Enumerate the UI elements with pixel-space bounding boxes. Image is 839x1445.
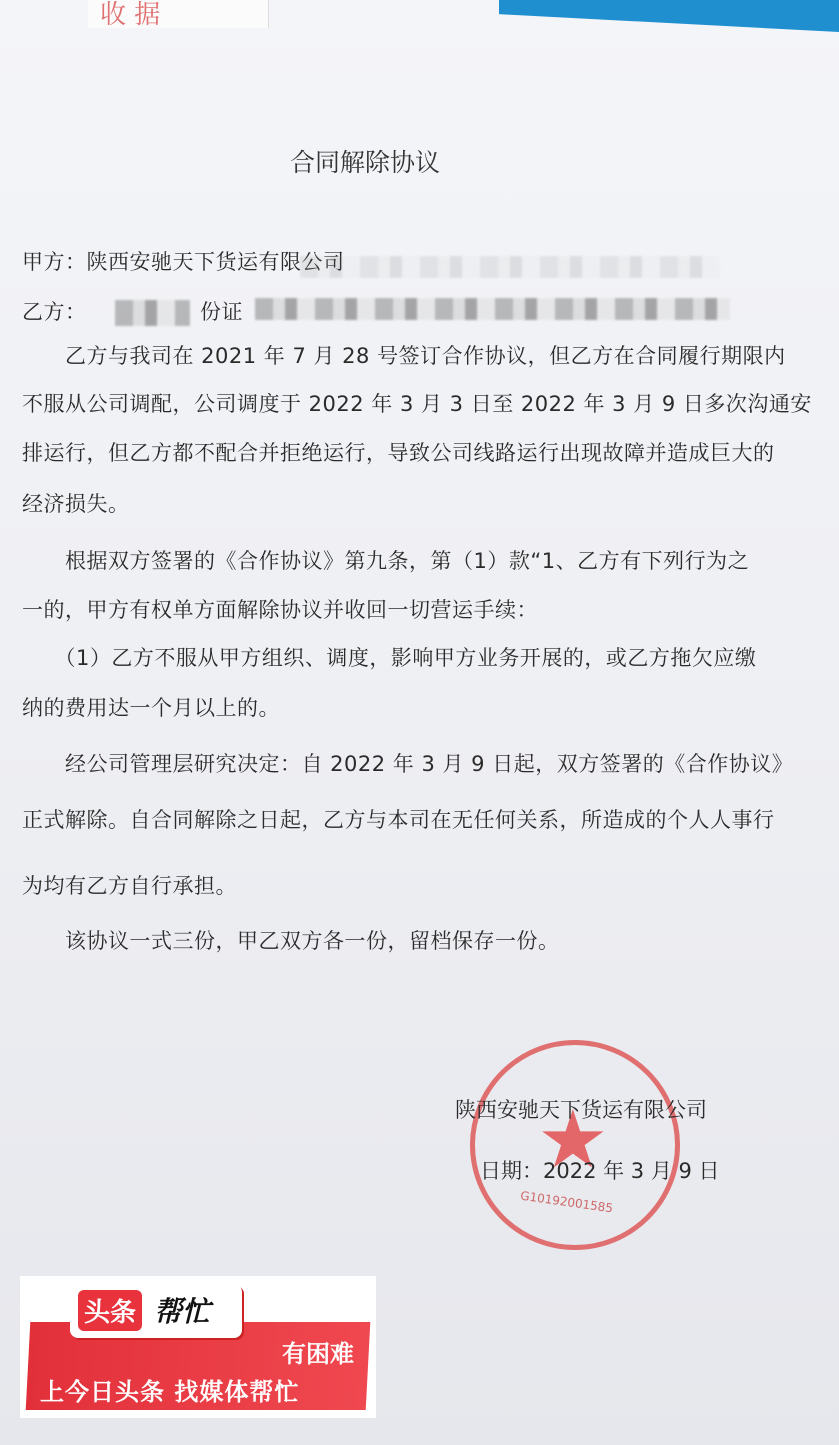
body-line: 一的，甲方有权单方面解除协议并收回一切营运手续： [22, 598, 538, 622]
badge-logo-bangmang: 帮忙 [154, 1295, 211, 1328]
toutiao-help-badge [20, 1276, 376, 1418]
star-icon: ★ [537, 1093, 609, 1186]
blue-fabric-background [499, 0, 839, 32]
document-title: 合同解除协议 [290, 148, 441, 177]
receipt-header: 收 据 [100, 0, 161, 30]
body-line: 该协议一式三份，甲乙双方各一份，留档保存一份。 [22, 929, 560, 953]
signature-company: 陕西安驰天下货运有限公司 [455, 1098, 707, 1122]
party-b-id-label: 份证 [200, 300, 243, 324]
company-seal [470, 1040, 680, 1250]
badge-logo-toutiao: 头条 [78, 1290, 142, 1331]
body-line: 纳的费用达一个月以上的。 [22, 696, 280, 720]
party-a: 甲方：陕西安驰天下货运有限公司 [22, 250, 345, 274]
badge-line2: 上今日头条 找媒体帮忙 [40, 1378, 300, 1406]
body-line: 经济损失。 [22, 492, 130, 516]
body-line: 不服从公司调配，公司调度于 2022 年 3 月 3 日至 2022 年 3 月 9 日多次沟通安 [22, 392, 812, 416]
seal-code: G10192001585 [519, 1188, 614, 1216]
body-line: 根据双方签署的《合作协议》第九条，第（1）款“1、乙方有下列行为之 [22, 549, 750, 573]
body-line: 排运行，但乙方都不配合并拒绝运行，导致公司线路运行出现故障并造成巨大的 [22, 441, 775, 465]
body-line: （1）乙方不服从甲方组织、调度，影响甲方业务开展的，或乙方拖欠应缴 [22, 646, 757, 670]
signature-date: 日期：2022 年 3 月 9 日 [480, 1159, 720, 1183]
redaction-blur [115, 300, 190, 326]
body-line: 为均有乙方自行承担。 [22, 874, 237, 898]
party-b-label: 乙方： [22, 300, 87, 324]
badge-line1: 有困难 [282, 1340, 354, 1368]
body-line: 经公司管理层研究决定：自 2022 年 3 月 9 日起，双方签署的《合作协议》 [22, 752, 794, 776]
receipt-paper [88, 0, 269, 28]
redaction-blur [255, 298, 730, 320]
body-line: 正式解除。自合同解除之日起，乙方与本司在无任何关系，所造成的个人人事行 [22, 808, 775, 832]
body-line: 乙方与我司在 2021 年 7 月 28 号签订合作协议，但乙方在合同履行期限内 [22, 344, 786, 368]
redaction-blur [300, 256, 720, 278]
